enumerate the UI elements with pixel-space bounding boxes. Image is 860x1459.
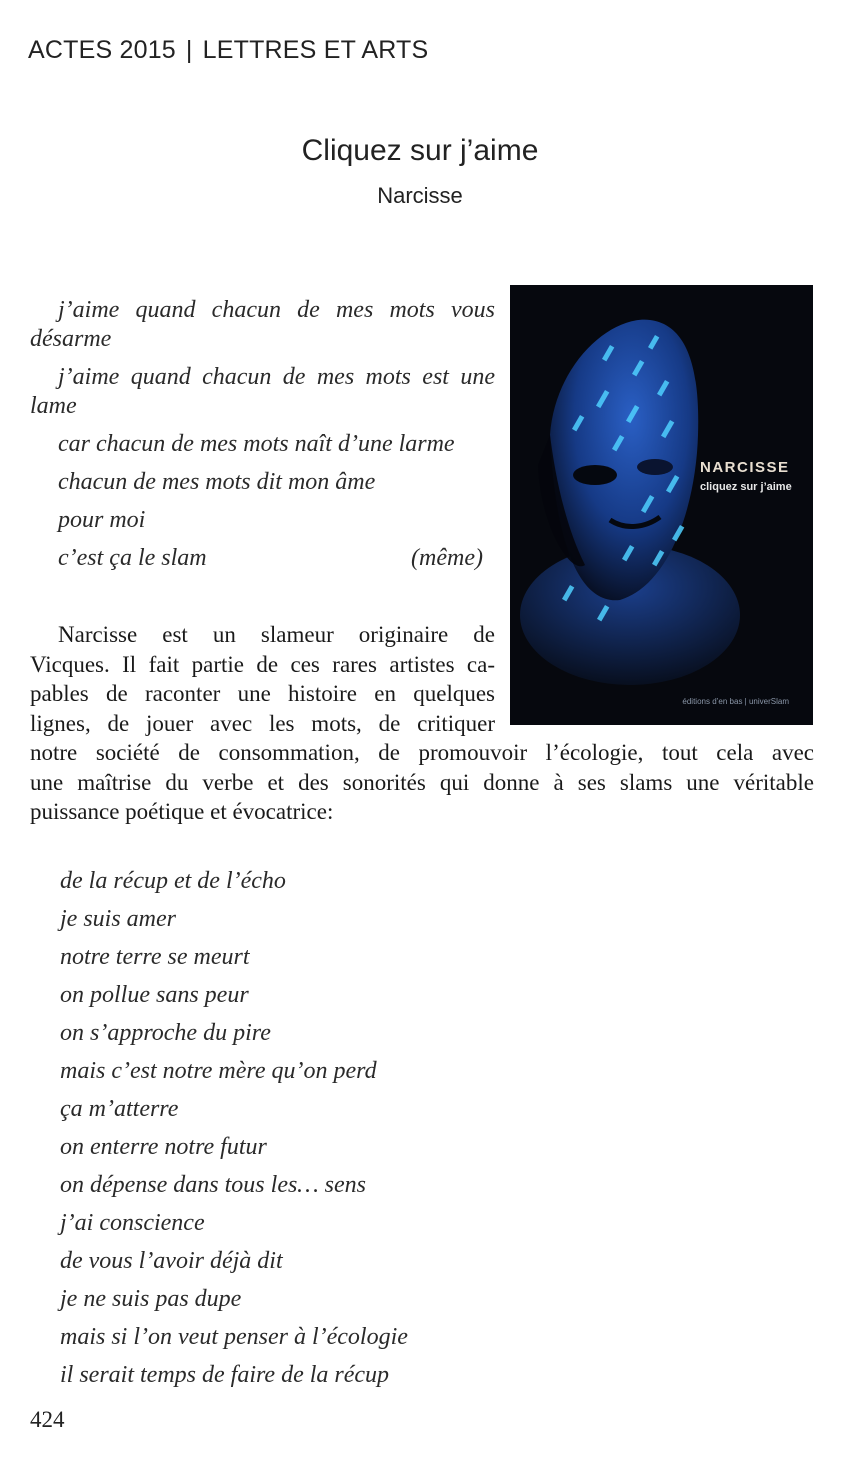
article-author: Narcisse	[377, 183, 463, 208]
poem-line: ça m’atterre	[60, 1096, 179, 1122]
poem-line-text: c’est ça le slam	[58, 545, 207, 571]
poem-line: on dépense dans tous les… sens	[60, 1172, 366, 1198]
header-right: LETTRES ET ARTS	[202, 36, 429, 64]
opening-poem	[30, 296, 495, 582]
poem-line: de vous l’avoir déjà dit	[60, 1248, 283, 1274]
poem-line: chacun de mes mots dit mon âme	[58, 469, 376, 495]
body-paragraph	[30, 620, 814, 827]
paragraph-line: notre société de consommation, de promouvoir l’écologie, tout cela avec	[30, 740, 814, 765]
poem-note: (même)	[411, 545, 483, 571]
poem-line	[30, 544, 495, 573]
running-header	[28, 36, 428, 65]
poem-line: on pollue sans peur	[60, 982, 249, 1008]
poem-line: il serait temps de faire de la récup	[60, 1362, 390, 1388]
cover-title: cliquez sur j’aime	[700, 481, 792, 493]
poem-line: mais c’est notre mère qu’on perd	[60, 1058, 377, 1084]
second-poem	[60, 866, 408, 1398]
paragraph-line: lignes, de jouer avec les mots, de critiquer	[30, 710, 495, 736]
paragraph-line: puissance poétique et évocatrice:	[30, 799, 334, 824]
poem-line: mais si l’on veut penser à l’écologie	[60, 1324, 408, 1350]
poem-line: de la récup et de l’écho	[60, 868, 286, 894]
header-left: ACTES 2015	[28, 36, 176, 64]
header-separator: |	[185, 36, 193, 64]
paragraph-line: Narcisse est un slameur originaire de	[58, 622, 495, 647]
paragraph-line: une maîtrise du verbe et des sonorités qui donne à ses slams une véritable	[30, 769, 814, 795]
poem-line: car chacun de mes mots naît d’une larme	[58, 431, 455, 457]
article-title: Cliquez sur j’aime	[301, 134, 539, 167]
poem-line: on s’approche du pire	[60, 1020, 271, 1046]
poem-line: pour moi	[58, 507, 146, 533]
cover-author-name: NARCISSE	[700, 459, 790, 476]
page-number: 424	[30, 1407, 65, 1432]
poem-line: notre terre se meurt	[60, 944, 250, 970]
paragraph-line: Vicques. Il fait partie de ces rares artistes ca-	[30, 651, 495, 677]
poem-line: j’aime quand chacun de mes mots est une lame	[30, 364, 495, 419]
poem-line: j’aime quand chacun de mes mots vous désarme	[30, 297, 495, 352]
poem-line: on enterre notre futur	[60, 1134, 267, 1160]
poem-line: je suis amer	[60, 906, 176, 932]
paragraph-line: pables de raconter une histoire en quelques	[30, 681, 495, 706]
cover-publisher: éditions d’en bas | univerSlam	[682, 697, 789, 706]
poem-line: j’ai conscience	[60, 1210, 205, 1236]
poem-line: je ne suis pas dupe	[60, 1286, 242, 1312]
